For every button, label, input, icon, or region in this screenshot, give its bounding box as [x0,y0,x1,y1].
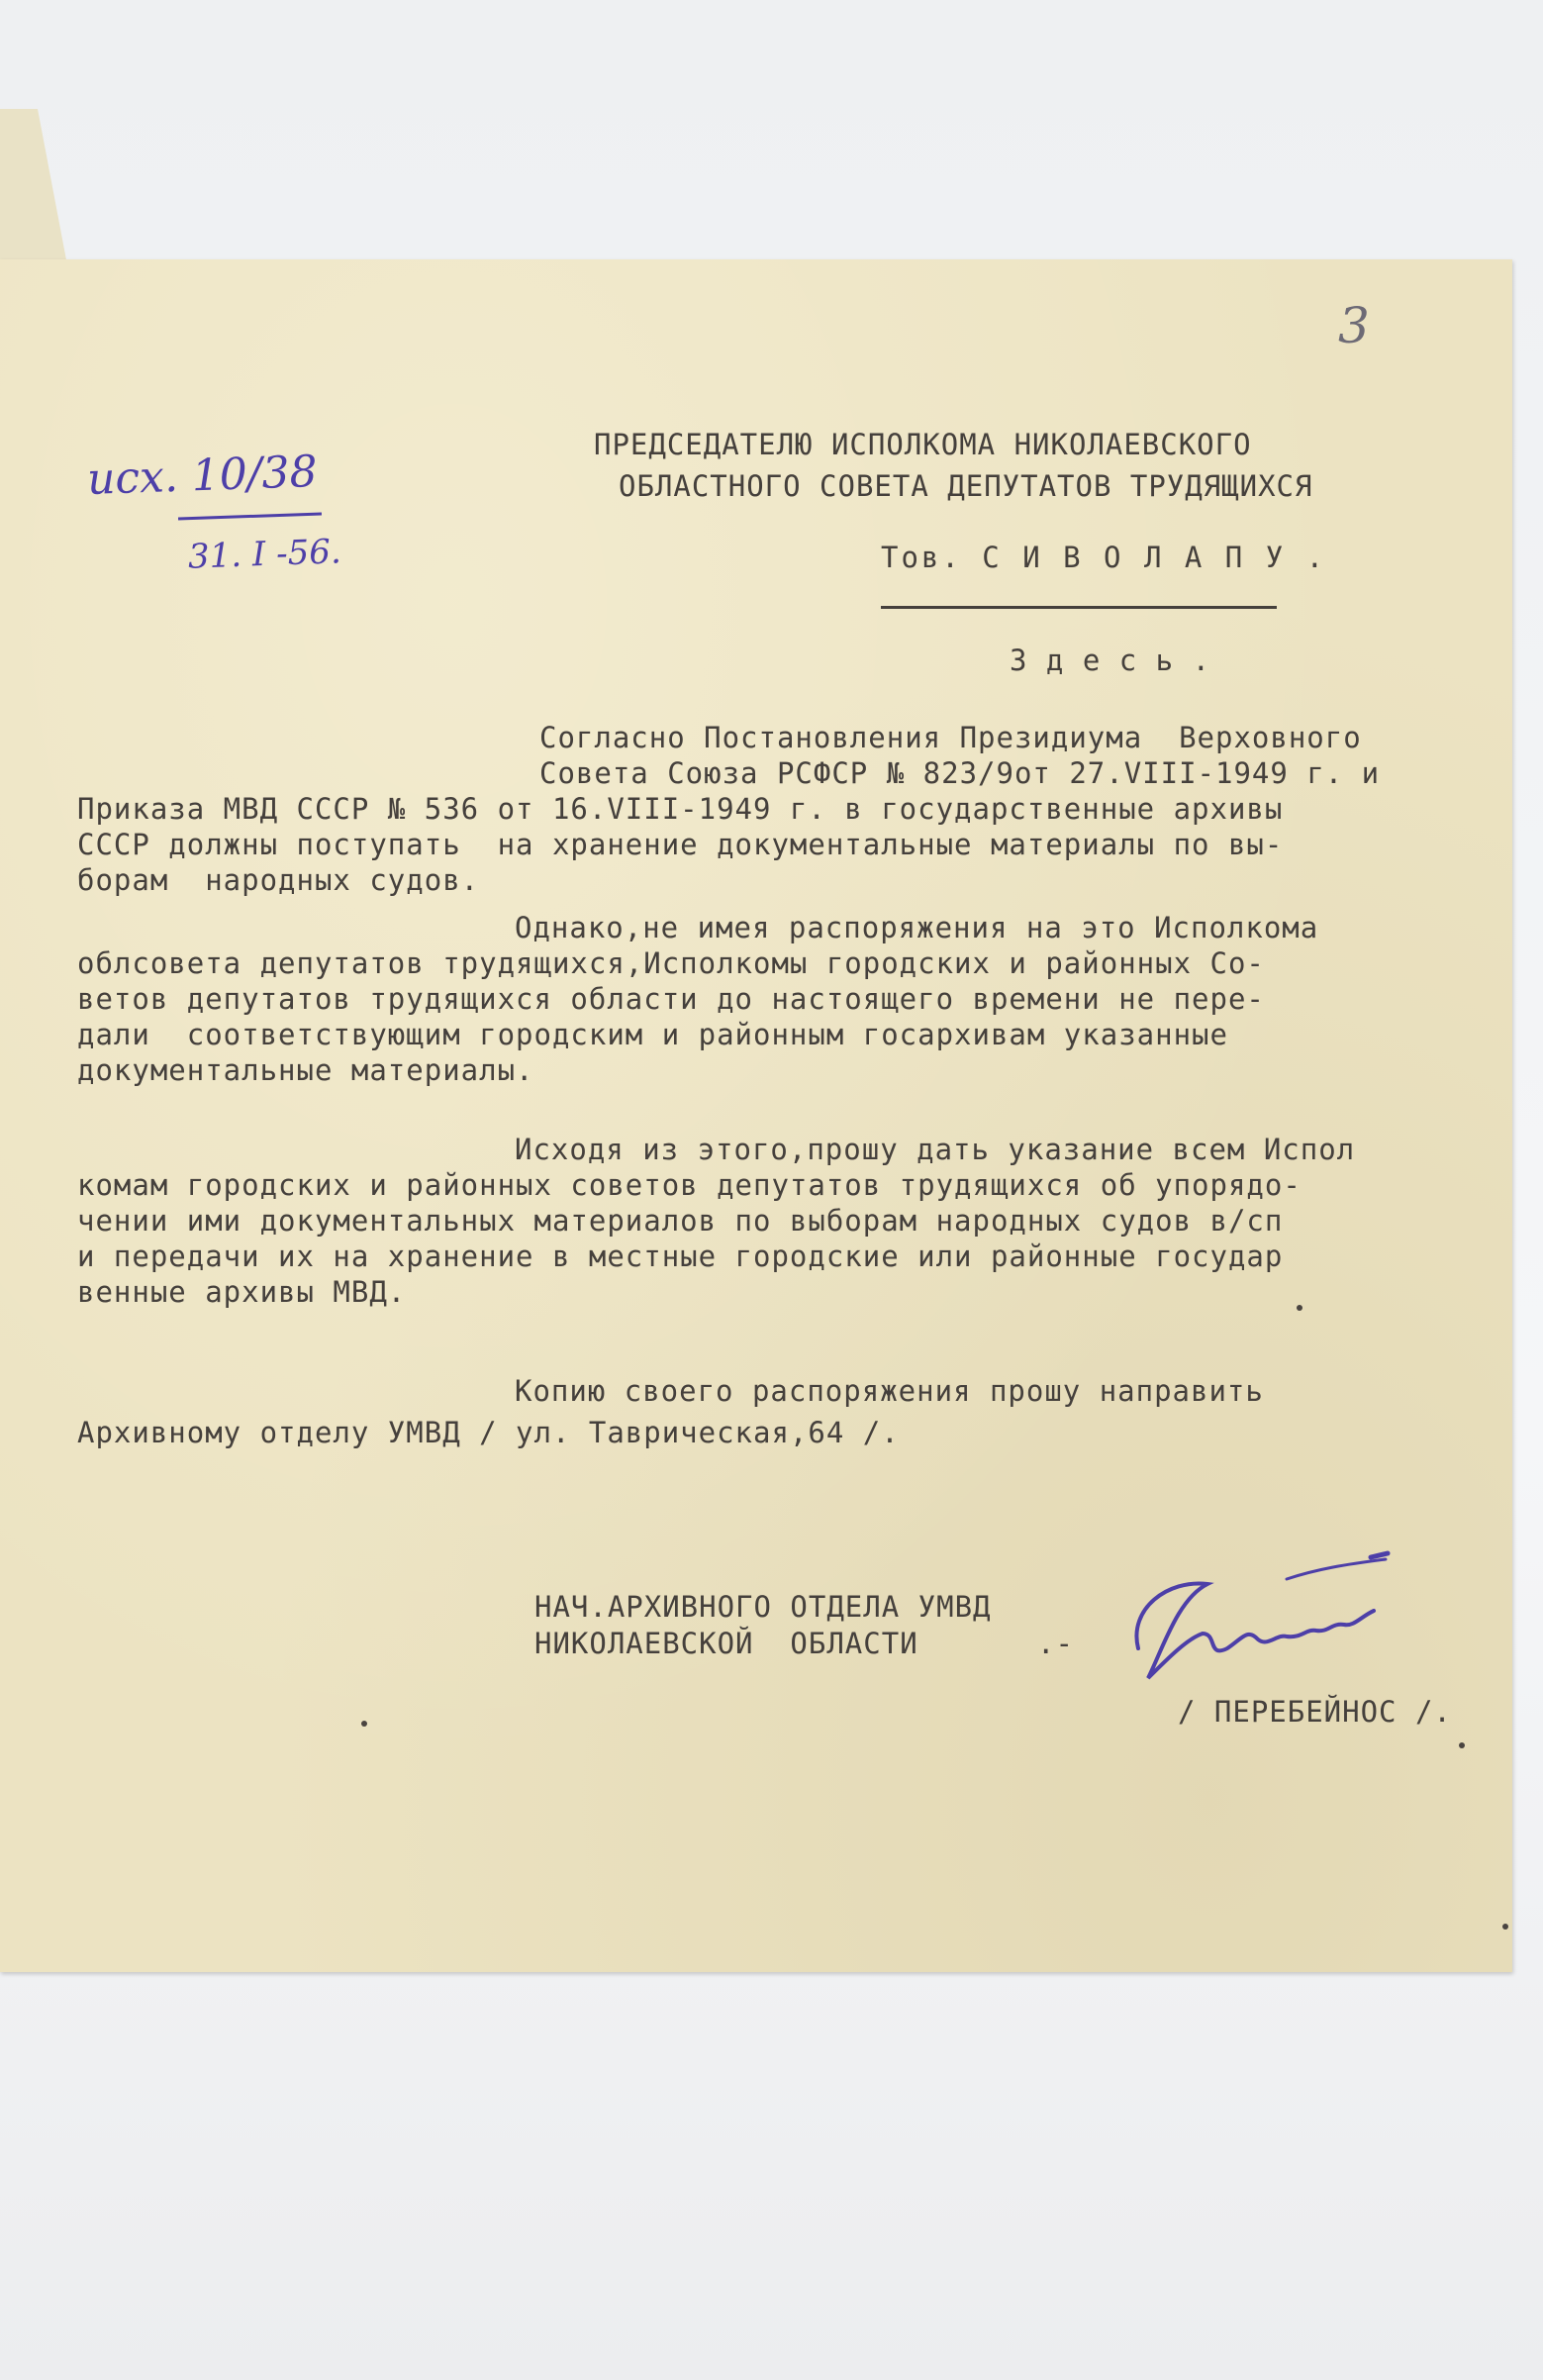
p2-line-4: дали соответствующим городским и районным госархивам указанные [77,1018,1228,1051]
p3-line-5: венные архивы МВД. [77,1275,407,1309]
p4-line-1: Копию своего распоряжения прошу направить [515,1374,1264,1408]
page-number-mark: 3 [1338,297,1370,354]
signatory-title-line-1: НАЧ.АРХИВНОГО ОТДЕЛА УМВД [534,1590,992,1624]
typewriter-mark [361,1721,367,1727]
addressee-name: Тов. С И В О Л А П У . [881,541,1327,574]
typewriter-mark [1297,1305,1302,1311]
addressee-line-2: ОБЛАСТНОГО СОВЕТА ДЕПУТАТОВ ТРУДЯЩИХСЯ [619,469,1313,503]
outgoing-date: 31. I -56. [187,532,342,577]
p1-line-3: Приказа МВД СССР № 536 от 16.VIII-1949 г. в государственные архивы [77,792,1284,826]
addressee-rule [881,606,1277,609]
p2-line-3: ветов депутатов трудящихся области до настоящего времени не пере- [77,982,1265,1016]
signatory-title-line-2: НИКОЛАЕВСКОЙ ОБЛАСТИ [534,1627,918,1660]
signatory-name: / ПЕРЕБЕЙНОС /. [1178,1695,1452,1729]
outgoing-number: исх. 10/38 [86,446,319,506]
p2-line-1: Однако,не имея распоряжения на это Исполкома [515,911,1319,944]
addressee-line-1: ПРЕДСЕДАТЕЛЮ ИСПОЛКОМА НИКОЛАЕВСКОГО [594,428,1252,461]
p2-line-2: облсовета депутатов трудящихся,Исполкомы городских и районных Со- [77,946,1265,980]
p4-line-2: Архивному отделу УМВД / ул. Таврическая,64 /. [77,1416,900,1449]
p3-line-3: чении ими документальных материалов по выборам народных судов в/сп [77,1204,1284,1238]
p1-line-2: Совета Союза РСФСР № 823/9от 27.VIII-1949 г. и [539,756,1381,790]
handwritten-signature [1109,1539,1396,1698]
p3-line-1: Исходя из этого,прошу дать указание всем Испол [515,1133,1356,1166]
p1-line-5: борам народных судов. [77,863,480,897]
signature-dash: .- [1037,1627,1074,1660]
typewriter-mark [1459,1742,1465,1748]
p3-line-2: комам городских и районных советов депутатов трудящихся об упорядо- [77,1168,1302,1202]
typewriter-mark [1502,1924,1508,1930]
p1-line-1: Согласно Постановления Президиума Верховного [539,721,1362,754]
p2-line-5: документальные материалы. [77,1053,534,1087]
p1-line-4: СССР должны поступать на хранение документальные материалы по вы- [77,828,1284,861]
addressee-here: З д е с ь . [1010,644,1211,677]
p3-line-4: и передачи их на хранение в местные городские или районные государ [77,1240,1284,1273]
